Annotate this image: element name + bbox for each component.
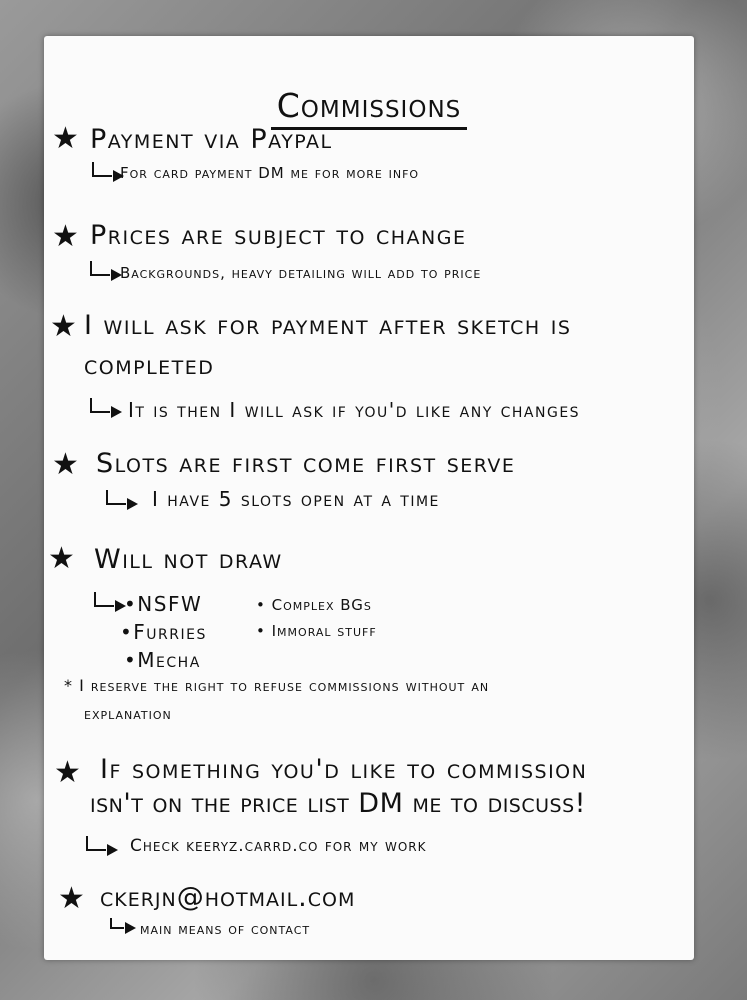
commission-sheet bbox=[44, 36, 694, 960]
reserve-line-1: * I reserve the right to refuse commissions without an bbox=[64, 676, 490, 695]
prices-heading: Prices are subject to change bbox=[90, 220, 467, 251]
prices-note: Backgrounds, heavy detailing will add to price bbox=[120, 264, 482, 282]
star-icon: ★ bbox=[48, 541, 75, 576]
payment-after-sketch-heading-2: completed bbox=[84, 350, 215, 381]
list-item: • Immoral stuff bbox=[256, 622, 377, 640]
arrow-icon bbox=[106, 490, 126, 505]
list-item: • Complex BGs bbox=[256, 596, 372, 614]
slots-heading: Slots are first come first serve bbox=[96, 448, 516, 479]
slots-note: I have 5 slots open at a time bbox=[152, 487, 440, 511]
will-not-draw-heading: Will not draw bbox=[94, 544, 283, 575]
arrow-icon bbox=[90, 261, 110, 276]
contact-email: ckerjn@hotmail.com bbox=[100, 882, 356, 913]
star-icon: ★ bbox=[50, 309, 77, 344]
reserve-line-2: explanation bbox=[84, 704, 172, 723]
arrow-icon bbox=[110, 918, 124, 929]
arrow-icon bbox=[86, 836, 106, 851]
arrow-icon bbox=[92, 162, 112, 177]
payment-after-sketch-note: It is then I will ask if you'd like any changes bbox=[128, 398, 581, 422]
list-item: •Mecha bbox=[124, 648, 201, 672]
portfolio-note: Check keeryz.carrd.co for my work bbox=[130, 836, 427, 856]
something-else-heading-2: isn't on the price list DM me to discuss! bbox=[90, 788, 586, 819]
page-title: Commissions bbox=[44, 86, 694, 130]
list-item: •Furries bbox=[120, 620, 207, 644]
star-icon: ★ bbox=[58, 881, 85, 916]
contact-note: main means of contact bbox=[140, 920, 311, 938]
something-else-heading-1: If something you'd like to commission bbox=[100, 754, 588, 785]
arrow-icon bbox=[90, 398, 110, 413]
list-item: •NSFW bbox=[124, 592, 203, 616]
arrow-icon bbox=[94, 592, 114, 607]
payment-after-sketch-heading-1: I will ask for payment after sketch is bbox=[84, 310, 572, 341]
star-icon: ★ bbox=[52, 447, 79, 482]
payment-note: For card payment DM me for more info bbox=[120, 164, 420, 182]
payment-heading: Payment via Paypal bbox=[90, 124, 333, 155]
star-icon: ★ bbox=[54, 755, 81, 790]
star-icon: ★ bbox=[52, 121, 79, 156]
star-icon: ★ bbox=[52, 219, 79, 254]
